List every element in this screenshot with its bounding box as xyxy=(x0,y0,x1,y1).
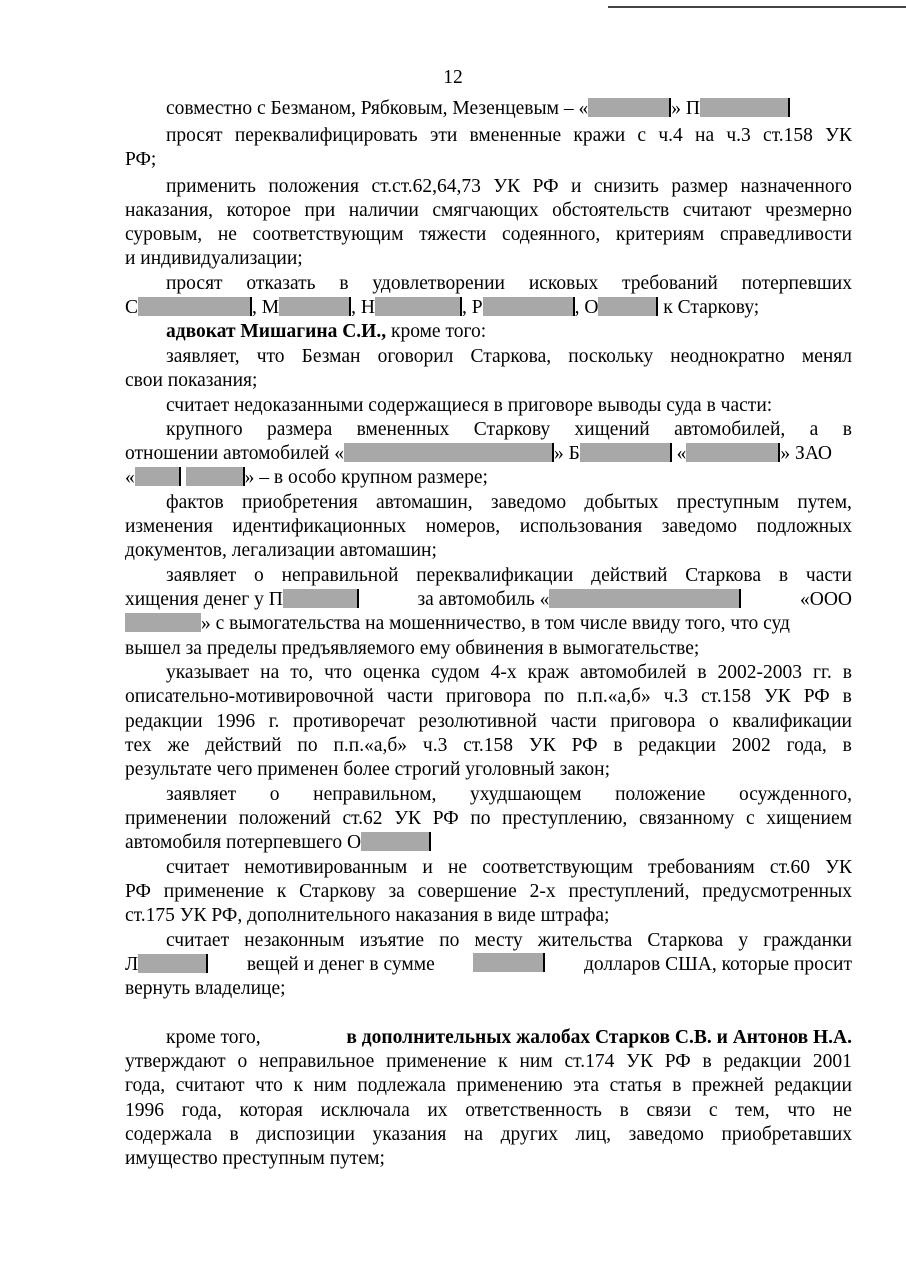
word: что xyxy=(255,1075,283,1096)
word: о xyxy=(708,711,719,732)
word: УК xyxy=(528,735,556,756)
word: по xyxy=(543,686,565,707)
word: автомобилей, xyxy=(674,419,786,440)
word: в xyxy=(697,662,707,683)
word: считают xyxy=(175,1075,245,1096)
word: за xyxy=(388,881,405,902)
word: добытых xyxy=(584,492,659,513)
word: в xyxy=(229,1124,239,1145)
word: считает xyxy=(166,857,230,878)
word: что xyxy=(256,346,285,367)
line-16: « » – в особо крупном размере; xyxy=(125,467,488,488)
word: с xyxy=(745,808,755,829)
word: заявляет xyxy=(166,784,237,805)
word: к xyxy=(293,1075,303,1096)
word: наличии xyxy=(348,200,419,221)
word: о xyxy=(253,565,264,586)
line-17 xyxy=(166,491,852,515)
redaction xyxy=(361,832,431,851)
line-20 xyxy=(166,564,852,588)
word: автомашин, xyxy=(375,492,473,513)
word: соответствующим xyxy=(252,224,404,245)
line-19: документов, легализации автомашин; xyxy=(125,540,437,561)
word: 2002 xyxy=(731,735,771,756)
word: просят xyxy=(166,125,223,146)
word: 1996 xyxy=(125,1100,164,1121)
word: ч.3 xyxy=(663,686,689,707)
word: применение xyxy=(163,881,264,902)
word: хищений xyxy=(574,419,650,440)
line-35 xyxy=(166,929,852,953)
word: Старкову xyxy=(299,881,376,902)
word: оценка xyxy=(362,662,421,683)
word: приговора xyxy=(610,711,696,732)
word: УК xyxy=(626,1051,653,1072)
word: ст.62 xyxy=(342,808,383,829)
word: наказания, xyxy=(125,200,213,221)
word: заведомо xyxy=(490,492,567,513)
word: части xyxy=(386,686,433,707)
line-39 xyxy=(125,1050,852,1074)
word: и xyxy=(422,857,433,878)
redaction xyxy=(588,98,671,117)
redaction xyxy=(686,443,780,462)
page-number: 12 xyxy=(443,67,463,88)
word: в xyxy=(619,1100,629,1121)
word: противоречат xyxy=(292,711,405,732)
word: к xyxy=(498,1051,508,1072)
word: изъятие xyxy=(359,930,425,951)
advocate-name: адвокат Мишагина С.И., xyxy=(166,321,387,342)
line-12: свои показания; xyxy=(125,370,258,391)
word: переквалификации xyxy=(416,565,574,586)
word: статья xyxy=(609,1075,662,1096)
word: о xyxy=(269,784,280,805)
word: считает xyxy=(166,930,230,951)
word: утверждают xyxy=(125,1051,226,1072)
word: краж xyxy=(527,662,570,683)
line-38: кроме того, в дополнительных жалобах Старков С.В. и Антонов Н.А. xyxy=(166,1027,852,1048)
redaction xyxy=(138,297,252,316)
word: что xyxy=(787,1100,816,1121)
word: редакции xyxy=(774,1075,852,1096)
word: приобретавших xyxy=(721,1124,852,1145)
word: эта xyxy=(573,1075,600,1096)
redaction xyxy=(135,467,181,486)
word: автомобилей xyxy=(580,662,687,683)
word: Старкова xyxy=(685,565,762,586)
line-7: и индивидуализации; xyxy=(125,248,303,269)
word: редакции xyxy=(125,711,203,732)
word: заявляет, xyxy=(166,346,240,367)
word: ответственность xyxy=(465,1100,602,1121)
line-36: Л вещей и денег в сумме долларов США, которые просит xyxy=(125,954,852,975)
line-26 xyxy=(125,710,852,734)
word: и xyxy=(570,176,582,197)
word: заявляет xyxy=(166,565,237,586)
word: смягчающих xyxy=(432,200,539,221)
word: незаконным xyxy=(244,930,345,951)
word: крупного xyxy=(166,419,243,440)
word: 1996 xyxy=(216,711,256,732)
word: в xyxy=(842,686,852,707)
word: преступлений, xyxy=(568,881,690,902)
word: на xyxy=(695,125,715,146)
word: фактов xyxy=(166,492,224,513)
word: в xyxy=(778,565,789,586)
word: на xyxy=(463,1124,483,1145)
redaction xyxy=(549,589,741,608)
word: вмененные xyxy=(469,125,562,146)
word: г. xyxy=(268,711,280,732)
word: 2001 xyxy=(812,1051,852,1072)
word: содержала xyxy=(125,1124,212,1145)
line-5 xyxy=(125,199,852,223)
line-37: вернуть владелице; xyxy=(125,978,286,999)
word: судом xyxy=(431,662,480,683)
word: потерпевших xyxy=(741,273,852,294)
line-40 xyxy=(125,1074,852,1098)
line-33 xyxy=(125,880,852,904)
line-24 xyxy=(166,661,852,685)
line-28: результате чего применен более строгий уголовный закон; xyxy=(125,759,611,780)
word: что xyxy=(324,662,352,683)
line-11 xyxy=(166,345,852,369)
line-29 xyxy=(166,783,852,807)
word: ст.ст.62,64,73 xyxy=(371,176,481,197)
word: УК xyxy=(825,857,852,878)
redaction xyxy=(473,953,545,972)
word: действий xyxy=(591,565,668,586)
word: подлежала xyxy=(357,1075,446,1096)
line-2 xyxy=(166,124,852,148)
word: которая xyxy=(239,1100,303,1121)
word: ним xyxy=(313,1075,347,1096)
word: у xyxy=(738,930,749,951)
word: РФ xyxy=(803,686,830,707)
redaction xyxy=(283,589,359,608)
word: РФ xyxy=(571,735,598,756)
word: просят xyxy=(166,273,223,294)
word: ч.4 xyxy=(658,125,683,146)
word: отказать xyxy=(246,273,316,294)
line-32 xyxy=(166,856,852,880)
word: с xyxy=(637,125,647,146)
word: соответствующим xyxy=(482,857,633,878)
word: ч.3 xyxy=(422,735,448,756)
word: в xyxy=(702,1051,712,1072)
redaction xyxy=(700,98,790,117)
word: изменения xyxy=(125,516,213,537)
word: по xyxy=(470,808,491,829)
word: Старкову xyxy=(473,419,551,440)
word: Безман xyxy=(301,346,361,367)
word: в xyxy=(613,735,623,756)
word: путем, xyxy=(797,492,852,513)
line-10: адвокат Мишагина С.И., кроме того: xyxy=(166,321,487,342)
word: эти xyxy=(429,125,458,146)
word: части xyxy=(805,565,852,586)
word: не xyxy=(217,224,237,245)
line-43: имущество преступным путем; xyxy=(125,1148,385,1169)
word: считают xyxy=(682,200,752,221)
word: гражданки xyxy=(763,930,852,951)
word: не xyxy=(447,857,468,878)
word: размер xyxy=(671,176,728,197)
word: применение xyxy=(386,1051,487,1072)
word: года, xyxy=(181,1100,222,1121)
word: а xyxy=(809,419,819,440)
word: применению xyxy=(456,1075,563,1096)
line-4 xyxy=(166,175,852,199)
word: требований xyxy=(622,273,718,294)
word: УК xyxy=(825,125,852,146)
word: исключала xyxy=(320,1100,410,1121)
line-9: С , М , Н , Р , О к Старкову; xyxy=(125,297,760,318)
word: жительства xyxy=(537,930,633,951)
word: с xyxy=(708,1100,718,1121)
word: по xyxy=(297,735,318,756)
word: справедливости xyxy=(719,224,852,245)
word: положение xyxy=(615,784,706,805)
word: приговора xyxy=(445,686,531,707)
word: в xyxy=(672,1075,682,1096)
word: менял xyxy=(801,346,852,367)
word: исковых xyxy=(528,273,599,294)
line-18 xyxy=(125,515,852,539)
word: неправильной xyxy=(281,565,399,586)
word: то, xyxy=(290,662,314,683)
word: ч.3 xyxy=(726,125,751,146)
line-42 xyxy=(125,1123,852,1147)
word: идентификационных xyxy=(232,516,407,537)
word: не xyxy=(832,1100,852,1121)
word: преступным xyxy=(676,492,780,513)
word: поскольку xyxy=(568,346,654,367)
word: п.п.«а,б» xyxy=(333,735,408,756)
word: заведомо xyxy=(661,516,738,537)
word: тех xyxy=(125,735,152,756)
word: хищением xyxy=(766,808,852,829)
word: же xyxy=(167,735,190,756)
word: п.п.«а,б» xyxy=(577,686,651,707)
word: назначенного xyxy=(740,176,852,197)
word: вмененных xyxy=(356,419,450,440)
redaction xyxy=(580,443,672,462)
word: ст.158 xyxy=(763,125,813,146)
word: РФ xyxy=(532,176,559,197)
word: по xyxy=(439,930,460,951)
redaction xyxy=(375,297,462,316)
word: года, xyxy=(786,735,827,756)
word: ст.158 xyxy=(463,735,514,756)
word: при xyxy=(304,200,336,221)
word: суровым, xyxy=(125,224,203,245)
word: РФ xyxy=(664,1051,691,1072)
word: части xyxy=(550,711,597,732)
word: РФ xyxy=(125,881,151,902)
word: которое xyxy=(226,200,291,221)
word: подложных xyxy=(756,516,852,537)
line-8 xyxy=(166,272,852,296)
word: удовлетворении xyxy=(372,273,505,294)
word: содеянного, xyxy=(502,224,601,245)
word: на xyxy=(260,662,280,683)
word: лиц, xyxy=(575,1124,612,1145)
word: редакции xyxy=(723,1051,802,1072)
line-15: отношении автомобилей « » Б « » ЗАО xyxy=(125,443,833,464)
word: преступлению, xyxy=(502,808,628,829)
word: гг. xyxy=(813,662,832,683)
word: применить xyxy=(166,176,256,197)
word: чрезмерно xyxy=(765,200,852,221)
line-13: считает недоказанными содержащиеся в приговоре выводы суда в части: xyxy=(166,395,773,416)
word: резолютивной xyxy=(418,711,537,732)
redaction xyxy=(483,297,575,316)
word: осужденного, xyxy=(739,784,852,805)
word: квалификации xyxy=(732,711,852,732)
redaction xyxy=(598,297,658,316)
line-1: совместно с Безманом, Рябковым, Мезенцевым – « » П xyxy=(166,97,790,121)
word: о xyxy=(237,1051,248,1072)
word: ст.158 xyxy=(701,686,751,707)
word: неправильное xyxy=(259,1051,375,1072)
word: указывает xyxy=(166,662,250,683)
line-34: ст.175 УК РФ, дополнительного наказания в виде штрафа; xyxy=(125,905,610,926)
line-41 xyxy=(125,1099,852,1123)
word: месту xyxy=(474,930,523,951)
word: совершение xyxy=(417,881,517,902)
word: тяжести xyxy=(419,224,487,245)
word: обстоятельств xyxy=(552,200,670,221)
line-23: вышел за пределы предъявляемого ему обвинения в вымогательстве; xyxy=(125,638,700,659)
word: переквалифицировать xyxy=(234,125,418,146)
word: положения xyxy=(268,176,359,197)
redaction xyxy=(186,467,245,486)
redaction xyxy=(138,954,208,973)
redaction xyxy=(279,297,351,316)
word: других xyxy=(500,1124,558,1145)
word: 2002-2003 xyxy=(717,662,803,683)
word: связи xyxy=(646,1100,692,1121)
word: требованиям xyxy=(648,857,755,878)
word: оговорил xyxy=(377,346,454,367)
word: года, xyxy=(125,1075,166,1096)
word: Старкова xyxy=(647,930,724,951)
word: к xyxy=(276,881,287,902)
word: предусмотренных xyxy=(702,881,852,902)
word: размера xyxy=(267,419,333,440)
line-21: хищения денег у П за автомобиль « «ООО xyxy=(125,589,852,610)
line-31: автомобиля потерпевшего О xyxy=(125,831,431,855)
word: применении xyxy=(125,808,228,829)
word: ухудшающем xyxy=(470,784,582,805)
word: номеров, xyxy=(425,516,501,537)
word: в xyxy=(842,735,852,756)
line-27 xyxy=(125,734,852,758)
word: использования xyxy=(519,516,643,537)
line-22: » с вымогательства на мошенничество, в том числе ввиду того, что суд xyxy=(125,612,790,636)
line-14 xyxy=(166,418,852,442)
word: их xyxy=(427,1100,448,1121)
line-30 xyxy=(125,807,852,831)
word: 2-х xyxy=(529,881,556,902)
word: немотивированным xyxy=(244,857,408,878)
word: действий xyxy=(205,735,282,756)
word: РФ xyxy=(432,808,459,829)
word: положений xyxy=(238,808,331,829)
word: УК xyxy=(493,176,521,197)
word: указания xyxy=(372,1124,447,1145)
word: Старкова, xyxy=(470,346,552,367)
line-25 xyxy=(125,685,852,709)
word: связанному xyxy=(638,808,735,829)
word: УК xyxy=(394,808,422,829)
word: прежней xyxy=(691,1075,764,1096)
word: ст.60 xyxy=(769,857,811,878)
word: УК xyxy=(763,686,791,707)
line-6 xyxy=(125,223,852,247)
word: 4-х xyxy=(490,662,517,683)
word: в xyxy=(339,273,349,294)
word: ним xyxy=(519,1051,553,1072)
word: тем, xyxy=(735,1100,770,1121)
word: критериям xyxy=(615,224,705,245)
redaction xyxy=(344,443,554,462)
word: ст.174 xyxy=(564,1051,615,1072)
word: в xyxy=(842,662,852,683)
word: диспозиции xyxy=(256,1124,355,1145)
word: неоднократно xyxy=(670,346,785,367)
word: снизить xyxy=(593,176,659,197)
word: редакции xyxy=(638,735,716,756)
redaction xyxy=(125,613,201,632)
line-3: РФ; xyxy=(125,149,157,170)
word: в xyxy=(842,419,852,440)
word: заведомо xyxy=(628,1124,704,1145)
word: приобретения xyxy=(242,492,358,513)
word: неправильном, xyxy=(313,784,437,805)
top-edge-line xyxy=(608,6,906,8)
word: описательно-мотивировочной xyxy=(125,686,374,707)
word: кражи xyxy=(573,125,626,146)
